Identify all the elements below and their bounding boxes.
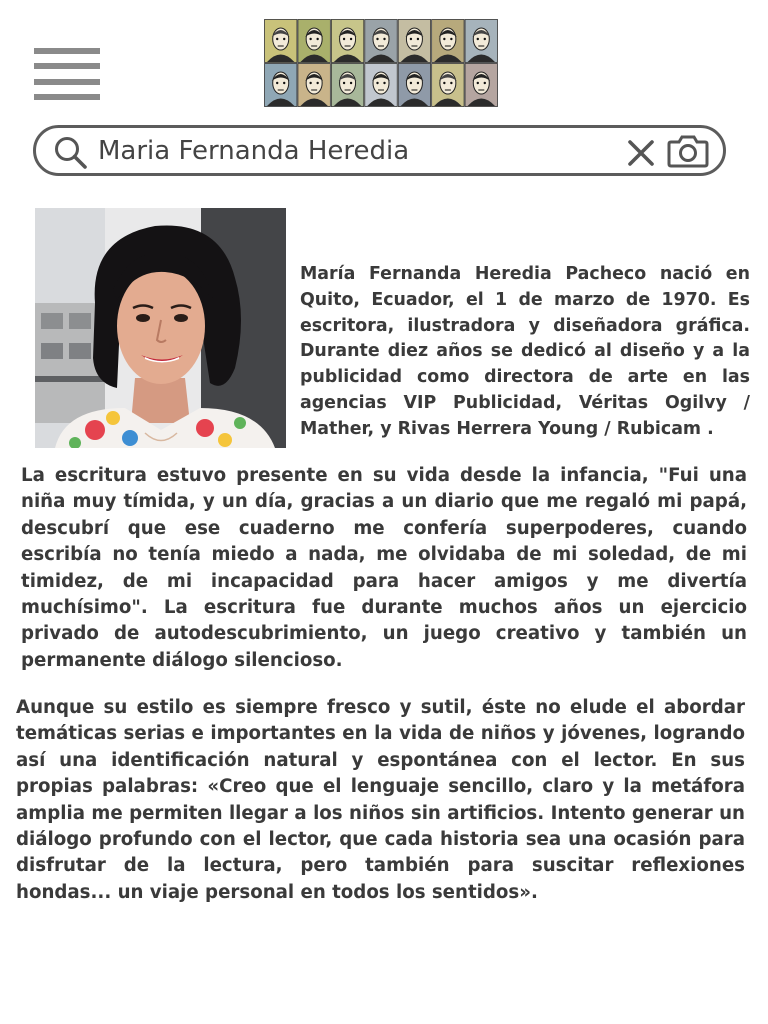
hamburger-menu-icon[interactable] — [34, 48, 100, 102]
author-paragraph-2: Aunque su estilo es siempre fresco y sutil, éste no elude el abordar temáticas serias e importantes en la vida de niños y jóvenes, logrando así una identificación natural y espontánea con el lector. En sus propias palabras: «Creo que el lenguaje sencillo, claro y la metáfora amplia me permiten llegar a los niños sin artificios. Intento generar un diálogo profundo con el lector, que cada historia sea una ocasión para disfrutar de la lectura, pero también para suscitar reflexiones hondas... un viaje personal en todos los sentidos». — [16, 697, 745, 903]
author-intro: María Fernanda Heredia Pacheco nació en Quito, Ecuador, el 1 de marzo de 1970. Es escritora, ilustradora y diseñadora gráfica. Durante diez años se dedicó al diseño y a la publicidad como directora de arte en las agencias VIP Publicidad, Véritas Ogilvy / Mather, y Rivas Herrera Young / Rubicam . — [300, 264, 750, 439]
author-paragraph-1: La escritura estuvo presente en su vida desde la infancia, "Fui una niña muy tímida, y un día, gracias a un diario que me regaló mi papá, descubrí que ese cuaderno me confería superpoderes, cuando escribía no tenía miedo a nada, me olvidaba de mi soledad, de mi timidez, de mi incapacidad para hacer amigos y me divertía muchísimo". La escritura fue durante muchos años un ejercicio privado de autodescubrimiento, un juego creativo y también un permanente diálogo silencioso. — [21, 465, 747, 671]
search-input[interactable] — [98, 133, 598, 169]
author-photo — [35, 208, 286, 448]
search-icon[interactable] — [54, 136, 88, 170]
author-portraits-collage-logo — [264, 19, 498, 107]
camera-icon[interactable] — [667, 133, 709, 169]
close-icon[interactable] — [627, 139, 655, 167]
search-bar — [33, 125, 726, 176]
site-logo[interactable] — [264, 19, 498, 107]
